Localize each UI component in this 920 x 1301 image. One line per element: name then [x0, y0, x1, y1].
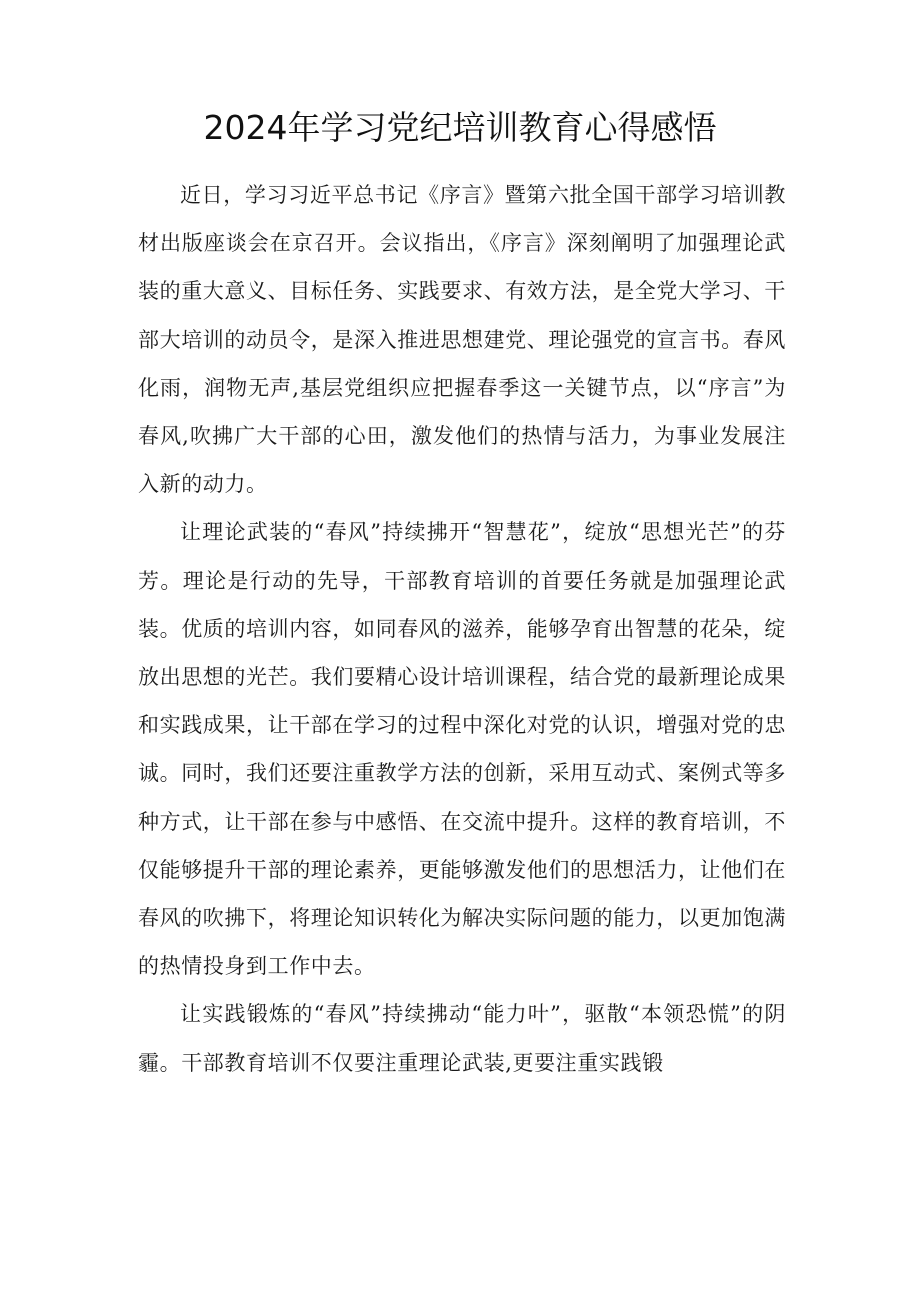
paragraph-practice: 让实践锻炼的“春风”持续拂动“能力叶”，驱散“本领恐慌”的阴霾。干部教育培训不仅要注重理论武装,更要注重实践锻: [138, 1002, 786, 1075]
document-title: 2024年学习党纪培训教育心得感悟: [203, 108, 717, 147]
paragraph-intro: 近日，学习习近平总书记《序言》暨第六批全国干部学习培训教材出版座谈会在京召开。会议指出，《序言》深刻阐明了加强理论武装的重大意义、目标任务、实践要求、有效方法，是全党大学习、干部大培训的动员令，是深入推进思想建党、理论强党的宣言书。春风化雨，润物无声,基层党组织应把握春季这一关键节点，以“序言”为春风,吹拂广大干部的心田，激发他们的热情与活力，为事业发展注入新的动力。: [138, 183, 786, 497]
document-body: [138, 171, 786, 1087]
paragraph-theory: 让理论武装的“春风”持续拂开“智慧花”，绽放“思想光芒”的芬芳。理论是行动的先导，干部教育培训的首要任务就是加强理论武装。优质的培训内容，如同春风的滋养，能够孕育出智慧的花朵，绽放出思想的光芒。我们要精心设计培训课程，结合党的最新理论成果和实践成果，让干部在学习的过程中深化对党的认识，增强对党的忠诚。同时，我们还要注重教学方法的创新，采用互动式、案例式等多种方式，让干部在参与中感悟、在交流中提升。这样的教育培训，不仅能够提升干部的理论素养，更能够激发他们的思想活力，让他们在春风的吹拂下，将理论知识转化为解决实际问题的能力，以更加饱满的热情投身到工作中去。: [138, 520, 786, 979]
